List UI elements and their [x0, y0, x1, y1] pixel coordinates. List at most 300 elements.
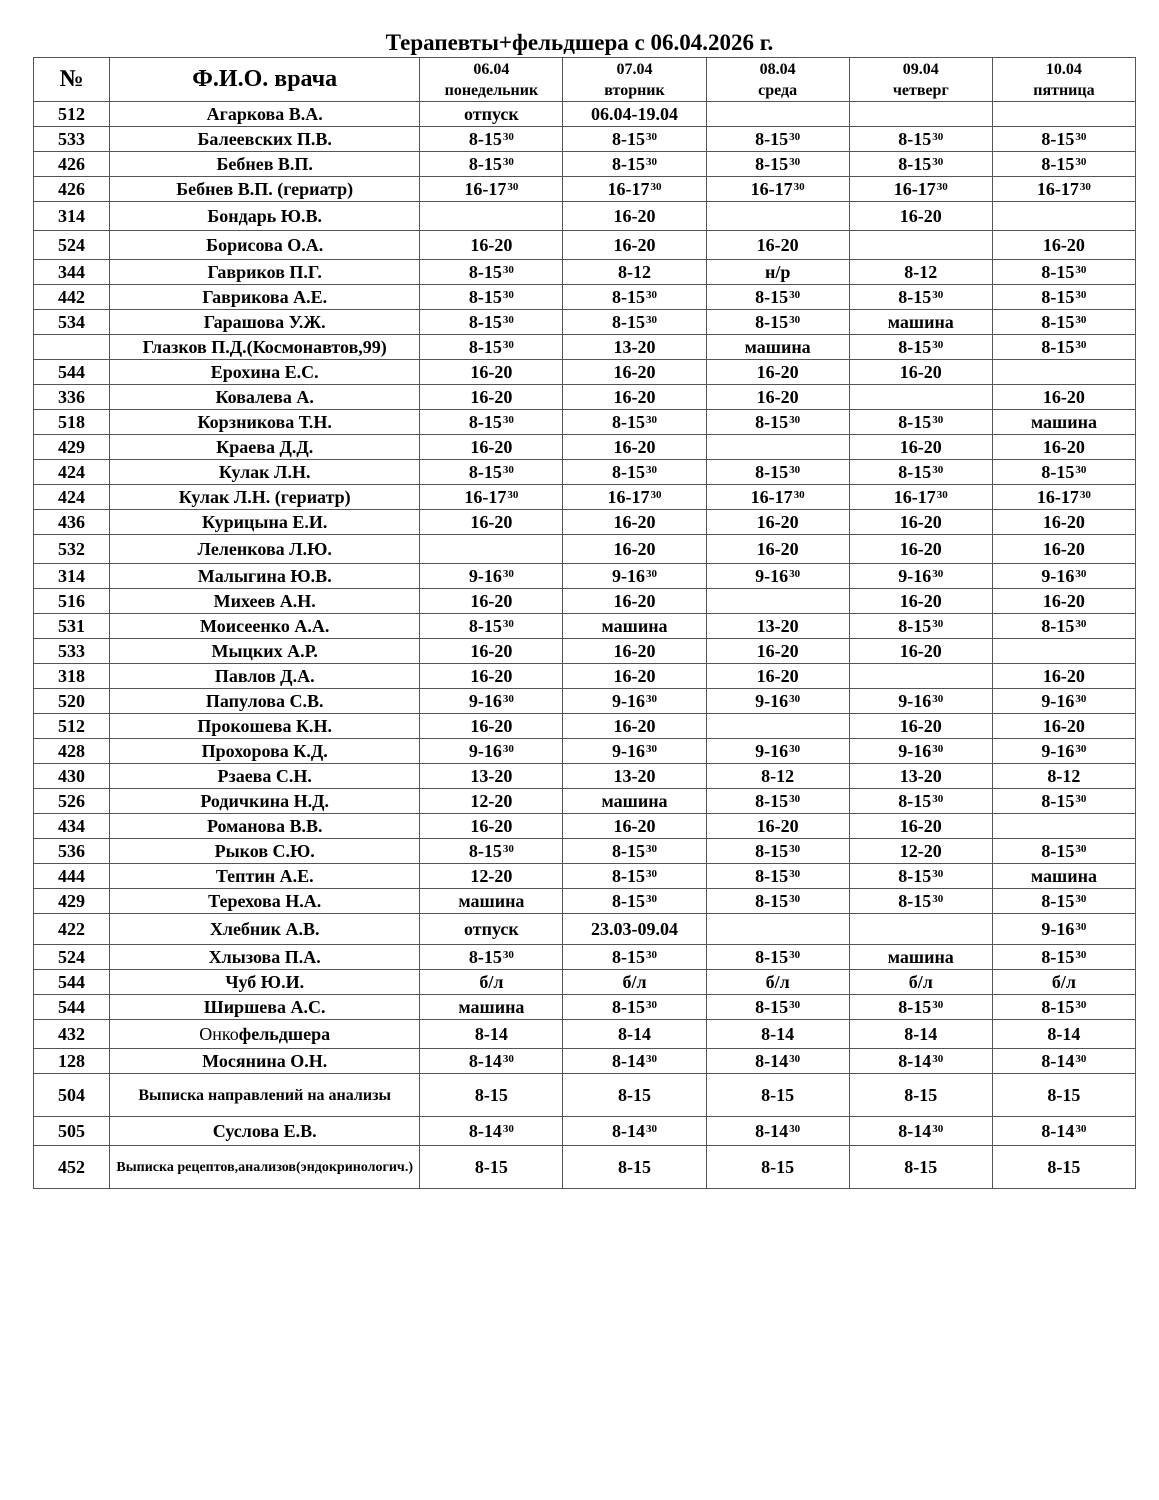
doctor-name [110, 1146, 420, 1189]
shift-hours: 8-14 [755, 1051, 789, 1071]
name-text: Павлов Д.А. [214, 666, 315, 686]
schedule-cell [706, 970, 849, 995]
table-row [34, 689, 1136, 714]
shift-minutes: 30 [932, 414, 944, 426]
shift-hours: 8-15 [468, 616, 502, 636]
doctor-name [110, 152, 420, 177]
shift-hours: 9-16 [1041, 691, 1075, 711]
schedule-cell [420, 435, 563, 460]
shift-minutes: 30 [789, 893, 801, 905]
shift-minutes: 30 [932, 131, 944, 143]
doctor-name [110, 102, 420, 127]
shift-hours: 16-20 [1042, 591, 1085, 611]
table-row [34, 410, 1136, 435]
shift-hours: 9-16 [898, 566, 932, 586]
doctor-name [110, 639, 420, 664]
shift-minutes: 30 [646, 868, 658, 880]
table-row [34, 1117, 1136, 1146]
schedule-cell [563, 664, 706, 689]
office-number: 429 [34, 435, 110, 460]
shift-hours: б/л [479, 972, 504, 992]
shift-hours: 8-14 [612, 1121, 646, 1141]
office-number: 444 [34, 864, 110, 889]
schedule-cell [992, 970, 1135, 995]
shift-hours: 8-14 [755, 1121, 789, 1141]
doctor-name [110, 485, 420, 510]
schedule-cell [849, 285, 992, 310]
shift-hours: 16-17 [464, 487, 507, 507]
shift-hours: 8-15 [612, 947, 646, 967]
schedule-cell [420, 1117, 563, 1146]
schedule-cell [849, 889, 992, 914]
office-number: 344 [34, 260, 110, 285]
schedule-cell [849, 410, 992, 435]
table-row [34, 864, 1136, 889]
shift-hours: 16-20 [756, 235, 799, 255]
schedule-cell [849, 1049, 992, 1074]
shift-hours: 8-15 [898, 154, 932, 174]
shift-hours: 9-16 [1041, 919, 1075, 939]
doctor-name [110, 914, 420, 945]
shift-hours: 16-20 [1042, 666, 1085, 686]
name-text: Моисеенко А.А. [200, 616, 330, 636]
schedule-cell [563, 485, 706, 510]
shift-hours: 16-20 [613, 206, 656, 226]
shift-minutes: 30 [789, 568, 801, 580]
shift-minutes: 30 [1075, 999, 1087, 1011]
schedule-cell [992, 385, 1135, 410]
schedule-cell [992, 564, 1135, 589]
table-row [34, 510, 1136, 535]
table-row [34, 360, 1136, 385]
schedule-cell [849, 1117, 992, 1146]
schedule-cell [849, 814, 992, 839]
shift-hours: 9-16 [612, 691, 646, 711]
schedule-cell [563, 864, 706, 889]
office-number: 336 [34, 385, 110, 410]
table-row [34, 764, 1136, 789]
shift-minutes: 30 [646, 843, 658, 855]
shift-hours: 9-16 [1041, 566, 1075, 586]
shift-hours: 8-15 [755, 462, 789, 482]
shift-hours: 16-20 [756, 387, 799, 407]
schedule-cell [992, 231, 1135, 260]
day-date: 07.04 [616, 60, 653, 78]
office-number: 524 [34, 945, 110, 970]
shift-minutes: 30 [793, 489, 805, 501]
shift-minutes: 30 [1075, 289, 1087, 301]
schedule-cell [706, 889, 849, 914]
office-number: 532 [34, 535, 110, 564]
shift-hours: 8-15 [755, 412, 789, 432]
shift-minutes: 30 [650, 489, 662, 501]
table-row [34, 152, 1136, 177]
shift-minutes: 30 [789, 414, 801, 426]
shift-hours: 8-15 [755, 287, 789, 307]
shift-hours: 16-20 [899, 206, 942, 226]
table-row [34, 664, 1136, 689]
schedule-cell [992, 995, 1135, 1020]
schedule-cell [849, 231, 992, 260]
shift-minutes: 30 [502, 949, 514, 961]
shift-hours: 8-15 [474, 1157, 508, 1177]
office-number: 516 [34, 589, 110, 614]
office-number: 318 [34, 664, 110, 689]
schedule-cell [849, 360, 992, 385]
schedule-cell [992, 102, 1135, 127]
shift-minutes: 30 [502, 618, 514, 630]
office-number: 544 [34, 360, 110, 385]
schedule-cell [992, 360, 1135, 385]
shift-minutes: 30 [502, 464, 514, 476]
doctor-name [110, 614, 420, 639]
schedule-cell [992, 335, 1135, 360]
shift-minutes: 30 [936, 489, 948, 501]
shift-minutes: 30 [507, 489, 519, 501]
schedule-cell [992, 1020, 1135, 1049]
shift-minutes: 30 [1075, 1123, 1087, 1135]
shift-hours: 8-15 [755, 866, 789, 886]
schedule-cell [420, 589, 563, 614]
shift-hours: 8-15 [468, 262, 502, 282]
schedule-cell [849, 689, 992, 714]
shift-hours: 16-20 [899, 591, 942, 611]
shift-hours: 13-20 [613, 337, 656, 357]
shift-minutes: 30 [932, 618, 944, 630]
name-text: Бебнев В.П. (гериатр) [176, 179, 354, 199]
shift-hours: 8-14 [904, 1024, 938, 1044]
shift-hours: машина [601, 616, 668, 636]
shift-minutes: 30 [646, 156, 658, 168]
schedule-cell [706, 1117, 849, 1146]
shift-hours: 16-20 [613, 816, 656, 836]
shift-minutes: 30 [932, 1053, 944, 1065]
shift-hours: 16-20 [756, 641, 799, 661]
schedule-cell [992, 814, 1135, 839]
schedule-cell [563, 310, 706, 335]
shift-hours: 16-20 [613, 512, 656, 532]
schedule-cell [420, 1146, 563, 1189]
name-text: Корзникова Т.Н. [197, 412, 332, 432]
shift-hours: 8-15 [1041, 154, 1075, 174]
schedule-cell [992, 864, 1135, 889]
name-text: Мыцких А.Р. [211, 641, 318, 661]
schedule-cell [992, 739, 1135, 764]
schedule-cell [992, 310, 1135, 335]
shift-minutes: 30 [502, 1123, 514, 1135]
schedule-cell [420, 1049, 563, 1074]
shift-hours: 16-17 [893, 179, 936, 199]
doctor-name [110, 1020, 420, 1049]
shift-minutes: 30 [932, 464, 944, 476]
schedule-cell [420, 839, 563, 864]
shift-hours: 16-20 [756, 362, 799, 382]
shift-minutes: 30 [932, 339, 944, 351]
doctor-name [110, 231, 420, 260]
schedule-cell [563, 739, 706, 764]
schedule-cell [992, 177, 1135, 202]
shift-hours: 16-20 [470, 591, 513, 611]
shift-hours: 8-15 [468, 412, 502, 432]
name-text: Папулова С.В. [205, 691, 324, 711]
shift-hours: 8-15 [1041, 791, 1075, 811]
schedule-cell [849, 1020, 992, 1049]
shift-minutes: 30 [1075, 693, 1087, 705]
table-row [34, 714, 1136, 739]
schedule-cell [706, 360, 849, 385]
shift-hours: 16-20 [899, 512, 942, 532]
schedule-cell [849, 864, 992, 889]
schedule-cell [706, 260, 849, 285]
schedule-cell [420, 202, 563, 231]
name-text: Балеевских П.В. [197, 129, 332, 149]
schedule-cell [849, 589, 992, 614]
office-number: 432 [34, 1020, 110, 1049]
schedule-cell [563, 1049, 706, 1074]
schedule-cell [563, 385, 706, 410]
shift-hours: 8-15 [755, 841, 789, 861]
shift-hours: 13-20 [470, 766, 513, 786]
office-number: 314 [34, 202, 110, 231]
office-number: 428 [34, 739, 110, 764]
doctor-name [110, 789, 420, 814]
schedule-cell [563, 360, 706, 385]
schedule-cell [420, 102, 563, 127]
shift-hours: 13-20 [899, 766, 942, 786]
shift-hours: 8-12 [904, 262, 938, 282]
shift-minutes: 30 [789, 999, 801, 1011]
shift-minutes: 30 [650, 181, 662, 193]
schedule-cell [849, 260, 992, 285]
shift-minutes: 30 [789, 131, 801, 143]
shift-hours: б/л [622, 972, 647, 992]
shift-hours: 8-15 [468, 287, 502, 307]
schedule-cell [849, 970, 992, 995]
schedule-cell [849, 510, 992, 535]
shift-minutes: 30 [932, 1123, 944, 1135]
office-number: 314 [34, 564, 110, 589]
shift-minutes: 30 [1075, 1053, 1087, 1065]
schedule-cell [706, 789, 849, 814]
name-text: Гавриков П.Г. [207, 262, 322, 282]
doctor-name [110, 714, 420, 739]
shift-hours: 16-20 [470, 387, 513, 407]
shift-hours: 16-20 [613, 362, 656, 382]
schedule-cell [420, 664, 563, 689]
shift-minutes: 30 [646, 1053, 658, 1065]
name-text: Бондарь Ю.В. [207, 206, 323, 226]
schedule-cell [420, 814, 563, 839]
doctor-name [110, 945, 420, 970]
shift-hours: 9-16 [468, 566, 502, 586]
shift-hours: 8-15 [898, 412, 932, 432]
schedule-cell [563, 102, 706, 127]
schedule-cell [420, 410, 563, 435]
table-row [34, 335, 1136, 360]
shift-hours: 8-15 [755, 154, 789, 174]
doctor-name [110, 764, 420, 789]
shift-hours: 8-15 [468, 462, 502, 482]
schedule-cell [706, 1049, 849, 1074]
doctor-name [110, 335, 420, 360]
shift-hours: 16-17 [1036, 179, 1079, 199]
shift-hours: 8-15 [755, 891, 789, 911]
day-weekday: четверг [892, 81, 949, 99]
shift-hours: 8-14 [468, 1121, 502, 1141]
office-number: 518 [34, 410, 110, 435]
shift-hours: 8-15 [468, 337, 502, 357]
shift-hours: 8-15 [898, 866, 932, 886]
schedule-cell [849, 177, 992, 202]
schedule-cell [992, 1074, 1135, 1117]
shift-hours: 8-15 [612, 154, 646, 174]
shift-hours: 12-20 [470, 791, 513, 811]
doctor-name [110, 202, 420, 231]
office-number: 436 [34, 510, 110, 535]
schedule-cell [992, 589, 1135, 614]
table-row [34, 535, 1136, 564]
shift-hours: 9-16 [755, 691, 789, 711]
shift-hours: машина [887, 312, 954, 332]
shift-hours: 16-20 [470, 437, 513, 457]
schedule-cell [849, 564, 992, 589]
table-row [34, 970, 1136, 995]
doctor-name [110, 127, 420, 152]
schedule-cell [706, 510, 849, 535]
shift-hours: 8-15 [1041, 616, 1075, 636]
schedule-cell [992, 535, 1135, 564]
shift-hours: 16-20 [1042, 716, 1085, 736]
doctor-name [110, 995, 420, 1020]
shift-hours: 8-15 [468, 129, 502, 149]
header-number: № [34, 58, 110, 102]
schedule-cell [420, 285, 563, 310]
schedule-cell [563, 127, 706, 152]
doctor-name [110, 739, 420, 764]
table-row [34, 614, 1136, 639]
schedule-cell [563, 589, 706, 614]
schedule-cell [849, 435, 992, 460]
office-number: 422 [34, 914, 110, 945]
schedule-cell [420, 310, 563, 335]
doctor-name [110, 1117, 420, 1146]
schedule-cell [992, 127, 1135, 152]
schedule-cell [849, 335, 992, 360]
schedule-cell [849, 535, 992, 564]
table-row [34, 435, 1136, 460]
shift-hours: 8-15 [761, 1085, 795, 1105]
shift-hours: 9-16 [755, 566, 789, 586]
schedule-cell [706, 177, 849, 202]
shift-hours: 8-15 [755, 997, 789, 1017]
schedule-cell [849, 739, 992, 764]
schedule-cell [992, 435, 1135, 460]
day-weekday: вторник [604, 81, 665, 99]
shift-hours: отпуск [464, 104, 519, 124]
doctor-name [110, 864, 420, 889]
shift-hours: 16-17 [464, 179, 507, 199]
schedule-cell [849, 202, 992, 231]
schedule-cell [563, 1146, 706, 1189]
name-text: Выписка рецептов,анализов(эндокринологич.) [116, 1159, 413, 1175]
header-day [420, 58, 563, 102]
shift-minutes: 30 [1075, 464, 1087, 476]
shift-hours: 8-15 [1047, 1157, 1081, 1177]
schedule-cell [849, 1074, 992, 1117]
schedule-cell [420, 335, 563, 360]
schedule-cell [563, 614, 706, 639]
doctor-name [110, 1049, 420, 1074]
shift-hours: 8-15 [1041, 841, 1075, 861]
schedule-cell [420, 260, 563, 285]
schedule-cell [706, 385, 849, 410]
table-row [34, 839, 1136, 864]
name-text: Ширшева А.С. [203, 997, 326, 1017]
schedule-cell [706, 460, 849, 485]
name-text: Глазков П.Д.(Космонавтов,99) [142, 337, 387, 357]
shift-minutes: 30 [502, 289, 514, 301]
table-row [34, 385, 1136, 410]
shift-minutes: 30 [1075, 131, 1087, 143]
shift-hours: 16-20 [470, 362, 513, 382]
schedule-cell [563, 789, 706, 814]
name-text: Суслова Е.В. [212, 1121, 317, 1141]
shift-hours: 8-15 [755, 129, 789, 149]
table-row [34, 1074, 1136, 1117]
office-number: 424 [34, 460, 110, 485]
schedule-cell [563, 889, 706, 914]
name-text: Агаркова В.А. [206, 104, 323, 124]
schedule-cell [849, 664, 992, 689]
name-text: Выписка направлений на анализы [138, 1086, 392, 1104]
schedule-cell [420, 889, 563, 914]
schedule-cell [563, 1117, 706, 1146]
schedule-cell [706, 764, 849, 789]
shift-hours: б/л [765, 972, 790, 992]
schedule-cell [563, 564, 706, 589]
shift-minutes: 30 [789, 1123, 801, 1135]
schedule-cell [849, 914, 992, 945]
schedule-cell [992, 1117, 1135, 1146]
name-text: Тептин А.Е. [215, 866, 314, 886]
schedule-cell [706, 1074, 849, 1117]
office-number: 426 [34, 152, 110, 177]
schedule-cell [563, 410, 706, 435]
doctor-name [110, 360, 420, 385]
schedule-cell [992, 689, 1135, 714]
schedule-cell [420, 739, 563, 764]
table-row [34, 310, 1136, 335]
shift-hours: 8-15 [468, 841, 502, 861]
doctor-name [110, 839, 420, 864]
table-row [34, 1020, 1136, 1049]
doctor-name [110, 564, 420, 589]
shift-hours: 8-14 [1041, 1051, 1075, 1071]
shift-minutes: 30 [1079, 181, 1091, 193]
shift-hours: 16-17 [607, 179, 650, 199]
schedule-cell [420, 864, 563, 889]
shift-hours: 16-20 [613, 437, 656, 457]
doctor-name [110, 510, 420, 535]
name-text: Бебнев В.П. [216, 154, 313, 174]
shift-hours: 8-15 [898, 129, 932, 149]
table-row [34, 739, 1136, 764]
shift-hours: 8-15 [612, 412, 646, 432]
schedule-cell [706, 995, 849, 1020]
shift-minutes: 30 [646, 743, 658, 755]
header-day [563, 58, 706, 102]
schedule-cell [849, 460, 992, 485]
